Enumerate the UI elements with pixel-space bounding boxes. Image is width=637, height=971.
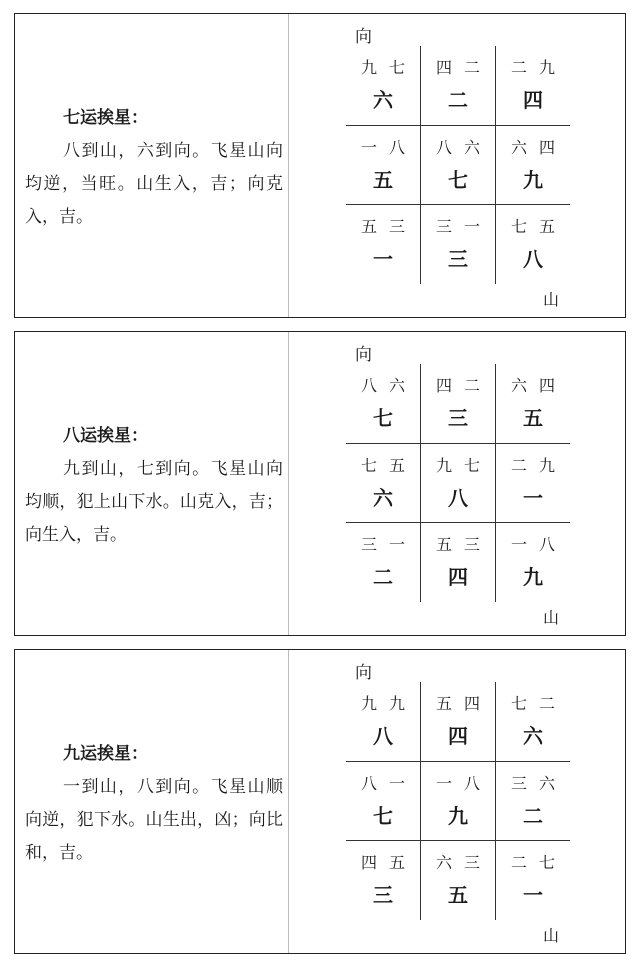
facing-star: 三 — [463, 535, 480, 554]
facing-star: 七 — [538, 853, 555, 872]
mountain-star: 四 — [360, 853, 377, 872]
period-star: 六 — [373, 88, 393, 112]
mountain-star: 八 — [360, 774, 377, 793]
grid-cell — [346, 682, 420, 761]
facing-star: 二 — [538, 694, 555, 713]
grid-cell — [496, 46, 570, 125]
mountain-star: 六 — [510, 376, 527, 395]
mountain-star: 三 — [360, 535, 377, 554]
facing-star: 九 — [538, 58, 555, 77]
mountain-star: 五 — [435, 535, 452, 554]
period-star: 四 — [523, 88, 543, 112]
mountain-star: 三 — [435, 217, 452, 236]
period-star: 一 — [523, 883, 543, 907]
grid-cell — [346, 364, 420, 443]
grid-cell — [421, 126, 495, 205]
panel-title: 九运挨星： — [63, 744, 148, 764]
panel-description: 八到山，六到向。飞星山向均逆，当旺。山生入，吉；向克入，吉。 — [25, 141, 283, 227]
grid-cell — [346, 205, 420, 284]
period-star: 一 — [523, 486, 543, 510]
panel-divider — [288, 332, 289, 635]
direction-label-xiang: 向 — [355, 345, 372, 365]
period-star: 二 — [523, 804, 543, 828]
facing-star: 九 — [538, 456, 555, 475]
grid-cell — [421, 841, 495, 920]
mountain-star: 九 — [435, 456, 452, 475]
flying-star-grid — [346, 46, 570, 284]
panel-text — [25, 420, 283, 552]
mountain-star: 九 — [360, 58, 377, 77]
mountain-star: 五 — [435, 694, 452, 713]
facing-star: 四 — [538, 376, 555, 395]
panel-jiu-yun — [14, 649, 626, 954]
mountain-star: 八 — [435, 138, 452, 157]
grid-cell — [496, 364, 570, 443]
facing-star: 一 — [388, 535, 405, 554]
mountain-star: 二 — [510, 58, 527, 77]
mountain-star: 三 — [510, 774, 527, 793]
period-star: 八 — [373, 724, 393, 748]
panel-qi-yun — [14, 13, 626, 318]
direction-label-shan: 山 — [543, 290, 560, 309]
period-star: 三 — [373, 883, 393, 907]
panel-title: 八运挨星： — [63, 426, 148, 446]
facing-star: 六 — [388, 376, 405, 395]
mountain-star: 八 — [360, 376, 377, 395]
facing-star: 五 — [388, 853, 405, 872]
grid-cell — [496, 444, 570, 523]
mountain-star: 七 — [360, 456, 377, 475]
mountain-star: 六 — [435, 853, 452, 872]
facing-star: 六 — [538, 774, 555, 793]
mountain-star: 二 — [510, 456, 527, 475]
mountain-star: 五 — [360, 217, 377, 236]
facing-star: 一 — [463, 217, 480, 236]
facing-star: 六 — [463, 138, 480, 157]
facing-star: 八 — [538, 535, 555, 554]
direction-label-shan: 山 — [543, 608, 560, 627]
grid-cell — [421, 682, 495, 761]
mountain-star: 九 — [360, 694, 377, 713]
period-star: 二 — [448, 88, 468, 112]
period-star: 七 — [373, 804, 393, 828]
grid-cell — [346, 523, 420, 602]
facing-star: 三 — [463, 853, 480, 872]
panel-divider — [288, 14, 289, 317]
mountain-star: 一 — [510, 535, 527, 554]
period-star: 五 — [448, 883, 468, 907]
grid-cell — [346, 762, 420, 841]
facing-star: 九 — [388, 694, 405, 713]
flying-star-grid — [346, 682, 570, 920]
facing-star: 八 — [463, 774, 480, 793]
panel-text — [25, 102, 283, 234]
facing-star: 五 — [538, 217, 555, 236]
period-star: 二 — [373, 565, 393, 589]
facing-star: 七 — [463, 456, 480, 475]
mountain-star: 二 — [510, 853, 527, 872]
period-star: 五 — [373, 168, 393, 192]
period-star: 八 — [448, 486, 468, 510]
facing-star: 七 — [388, 58, 405, 77]
grid-cell — [496, 126, 570, 205]
grid-cell — [421, 364, 495, 443]
period-star: 四 — [448, 565, 468, 589]
facing-star: 五 — [388, 456, 405, 475]
grid-cell — [496, 205, 570, 284]
mountain-star: 六 — [510, 138, 527, 157]
period-star: 九 — [523, 168, 543, 192]
facing-star: 四 — [463, 694, 480, 713]
period-star: 四 — [448, 724, 468, 748]
period-star: 七 — [373, 406, 393, 430]
mountain-star: 四 — [435, 376, 452, 395]
period-star: 七 — [448, 168, 468, 192]
period-star: 六 — [523, 724, 543, 748]
facing-star: 三 — [388, 217, 405, 236]
panel-divider — [288, 650, 289, 953]
mountain-star: 七 — [510, 217, 527, 236]
facing-star: 一 — [388, 774, 405, 793]
grid-cell — [496, 523, 570, 602]
flying-star-grid — [346, 364, 570, 602]
facing-star: 八 — [388, 138, 405, 157]
panel-description: 九到山，七到向。飞星山向均顺，犯上山下水。山克入，吉；向生入，吉。 — [25, 459, 283, 545]
grid-cell — [421, 523, 495, 602]
mountain-star: 四 — [435, 58, 452, 77]
period-star: 一 — [373, 247, 393, 271]
mountain-star: 一 — [435, 774, 452, 793]
mountain-star: 七 — [510, 694, 527, 713]
grid-cell — [421, 762, 495, 841]
panel-title: 七运挨星： — [63, 108, 148, 128]
grid-cell — [346, 841, 420, 920]
panel-ba-yun — [14, 331, 626, 636]
grid-cell — [421, 444, 495, 523]
mountain-star: 一 — [360, 138, 377, 157]
facing-star: 四 — [538, 138, 555, 157]
period-star: 三 — [448, 247, 468, 271]
grid-cell — [346, 46, 420, 125]
direction-label-xiang: 向 — [355, 663, 372, 683]
period-star: 三 — [448, 406, 468, 430]
period-star: 九 — [523, 565, 543, 589]
facing-star: 二 — [463, 376, 480, 395]
period-star: 六 — [373, 486, 393, 510]
grid-cell — [421, 205, 495, 284]
facing-star: 二 — [463, 58, 480, 77]
grid-cell — [496, 682, 570, 761]
grid-cell — [346, 444, 420, 523]
grid-cell — [496, 762, 570, 841]
panel-description: 一到山，八到向。飞星山顺向逆，犯下水。山生出，凶；向比和，吉。 — [25, 777, 283, 863]
panel-text — [25, 738, 283, 870]
grid-cell — [421, 46, 495, 125]
grid-cell — [346, 126, 420, 205]
direction-label-shan: 山 — [543, 926, 560, 945]
direction-label-xiang: 向 — [355, 27, 372, 47]
period-star: 九 — [448, 804, 468, 828]
period-star: 五 — [523, 406, 543, 430]
grid-cell — [496, 841, 570, 920]
period-star: 八 — [523, 247, 543, 271]
